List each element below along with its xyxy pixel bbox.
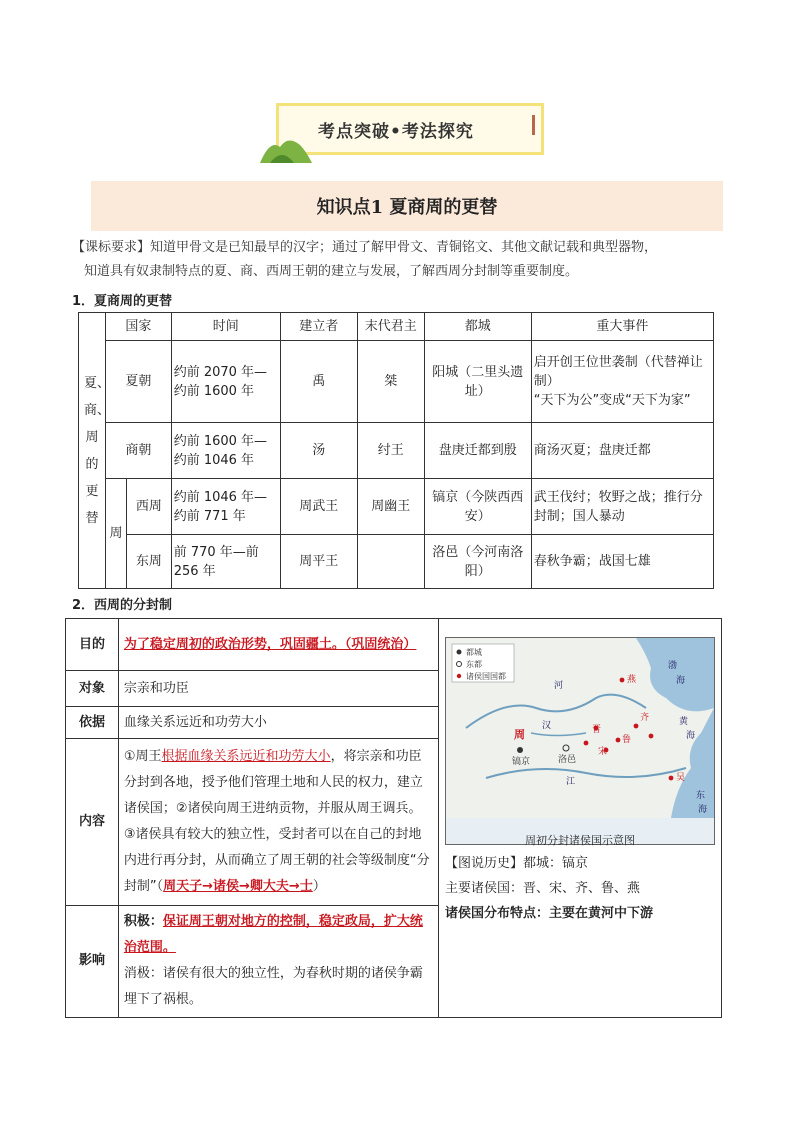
- map-graphic: [446, 638, 714, 818]
- founder-cell: 周武王: [280, 479, 357, 535]
- zhou-cell: 周: [106, 479, 127, 589]
- legend-text: 东都: [465, 660, 482, 669]
- last-ruler-cell: 周幽王: [357, 479, 424, 535]
- event-line: 启开创王位世袭制（代替禅让制）: [533, 355, 703, 389]
- events-cell: [531, 341, 713, 423]
- map-label: 鲁: [621, 735, 631, 745]
- country-cell: 东周: [127, 535, 172, 589]
- capital-cell: 镐京（今陕西西安）: [424, 479, 531, 535]
- map-label: 周: [513, 728, 525, 741]
- map-label: 海: [675, 676, 685, 686]
- row-label: 影响: [66, 905, 119, 1017]
- fengjian-map: [445, 637, 715, 845]
- side-label-text: 夏、商、周的更替: [84, 375, 111, 526]
- header-cell: 时间: [171, 313, 280, 341]
- map-cell: [438, 619, 721, 1018]
- time-cell: 约前 1600 年—约前 1046 年: [171, 423, 280, 479]
- founder-cell: 禹: [280, 341, 357, 423]
- events-cell: 商汤灭夏；盘庚迁都: [531, 423, 713, 479]
- last-ruler-cell: 桀: [357, 341, 424, 423]
- time-cell: 约前 2070 年—约前 1600 年: [171, 341, 280, 423]
- legend-text: 诸侯国国都: [465, 672, 506, 681]
- map-label: 黄: [678, 717, 688, 727]
- map-label: 海: [685, 731, 695, 741]
- content-highlight: 根据血缘关系远近和功劳大小: [161, 748, 331, 764]
- note-line: 【图说历史】都城：镐京: [444, 856, 588, 871]
- object-cell: 宗亲和功臣: [118, 671, 438, 707]
- capital-cell: 洛邑（今河南洛阳）: [424, 535, 531, 589]
- dynasty-table: [78, 312, 714, 589]
- time-cell: 约前 1046 年—约前 771 年: [171, 479, 280, 535]
- content-text: ）: [312, 878, 326, 894]
- requirement-line: 知道具有奴隶制特点的夏、商、西周王朝的建立与发展，了解西周分封制等重要制度。: [84, 264, 579, 279]
- event-line: “天下为公”变成“天下为家”: [533, 393, 691, 408]
- table-row: [79, 423, 714, 479]
- banner-title: 考点突破•考法探究: [318, 122, 474, 142]
- map-label: 东: [695, 791, 705, 801]
- content-cell: [118, 739, 438, 905]
- events-cell: 武王伐纣；牧野之战；推行分封制；国人暴动: [531, 479, 713, 535]
- section-title: 知识点1 夏商周的更替: [316, 197, 498, 218]
- table-row: [79, 535, 714, 589]
- founder-cell: 周平王: [280, 535, 357, 589]
- impact-negative: 消极：诸侯有很大的独立性，为春秋时期的诸侯争霸埋下了祸根。: [123, 966, 423, 1008]
- map-label: 海: [697, 805, 707, 815]
- map-label: 洛邑: [557, 755, 576, 765]
- impact-positive-label: 积极：: [123, 914, 163, 930]
- capital-cell: 阳城（二里头遗址）: [424, 341, 531, 423]
- map-label: 河: [553, 681, 563, 691]
- row-label: 内容: [66, 739, 119, 905]
- map-label: 齐: [639, 713, 649, 723]
- map-caption: 周初分封诸侯国示意图: [524, 834, 635, 847]
- map-label: 镐京: [511, 757, 530, 767]
- capital-cell: 盘庚迁都到殷: [424, 423, 531, 479]
- content-text: ①周王: [123, 748, 162, 764]
- impact-positive: [124, 909, 433, 961]
- table-row: [79, 341, 714, 423]
- fengjian-table: [65, 618, 722, 1018]
- last-ruler-cell: [357, 535, 424, 589]
- legend-text: 都城: [465, 648, 482, 657]
- header-cell: 国家: [106, 313, 172, 341]
- content-highlight: 周天子→诸侯→卿大夫→士: [163, 878, 313, 894]
- hills-icon: [260, 133, 312, 163]
- header-cell: 都城: [424, 313, 531, 341]
- time-cell: 前 770 年—前 256 年: [171, 535, 280, 589]
- side-label: [79, 313, 111, 589]
- section-title-bar: [91, 181, 723, 231]
- content-text: ，将宗亲和功臣分封到各地，授予他们管理土地和人民的权力，建立诸侯国；②诸侯向周王进纳贡物，并服从周王调兵。③诸侯具有较大的独立性，受封者可以在自己的封地内进行再分封，从而确立了周王朝的社会等级制度“分封制”（: [123, 748, 430, 894]
- map-notes: [445, 851, 715, 926]
- map-label: 晋: [591, 725, 601, 735]
- events-cell: 春秋争霸；战国七雄: [531, 535, 713, 589]
- map-label: 燕: [626, 675, 636, 685]
- map-label: 宋: [597, 747, 607, 757]
- requirement-line: 【课标要求】知道甲骨文是已知最早的汉字；通过了解甲骨文、青铜铭文、其他文献记载和典型器物，: [72, 240, 658, 255]
- basis-cell: 血缘关系远近和功劳大小: [118, 707, 438, 739]
- row-label: 对象: [66, 671, 119, 707]
- country-cell: 夏朝: [106, 341, 172, 423]
- purpose-cell: 为了稳定周初的政治形势，巩固疆土。（巩固统治）: [118, 619, 438, 671]
- header-cell: 建立者: [280, 313, 357, 341]
- impact-positive-text: 保证周王朝对地方的控制，稳定政局，扩大统治范围。: [123, 914, 423, 956]
- banner-accent: [532, 115, 535, 135]
- row-label: 依据: [66, 707, 119, 739]
- last-ruler-cell: 纣王: [357, 423, 424, 479]
- note-line: 诸侯国分布特点：主要在黄河中下游: [444, 906, 653, 921]
- map-label: 汉: [541, 721, 551, 731]
- curriculum-requirement: [72, 236, 722, 284]
- part1-heading: 1．夏商周的更替: [72, 294, 173, 309]
- note-line: 主要诸侯国：晋、宋、齐、鲁、燕: [444, 881, 640, 896]
- map-label: 江: [565, 777, 575, 787]
- country-cell: 商朝: [106, 423, 172, 479]
- haojing-marker: [517, 747, 523, 753]
- impact-cell: [118, 905, 438, 1017]
- country-cell: 西周: [127, 479, 172, 535]
- section-banner: [268, 103, 546, 158]
- part2-heading: 2．西周的分封制: [72, 598, 173, 613]
- table-row: [79, 479, 714, 535]
- map-label: 吴: [675, 773, 685, 783]
- row-label: 目的: [66, 619, 119, 671]
- map-label: 渤: [667, 661, 677, 671]
- founder-cell: 汤: [280, 423, 357, 479]
- header-cell: 末代君主: [357, 313, 424, 341]
- header-cell: 重大事件: [531, 313, 713, 341]
